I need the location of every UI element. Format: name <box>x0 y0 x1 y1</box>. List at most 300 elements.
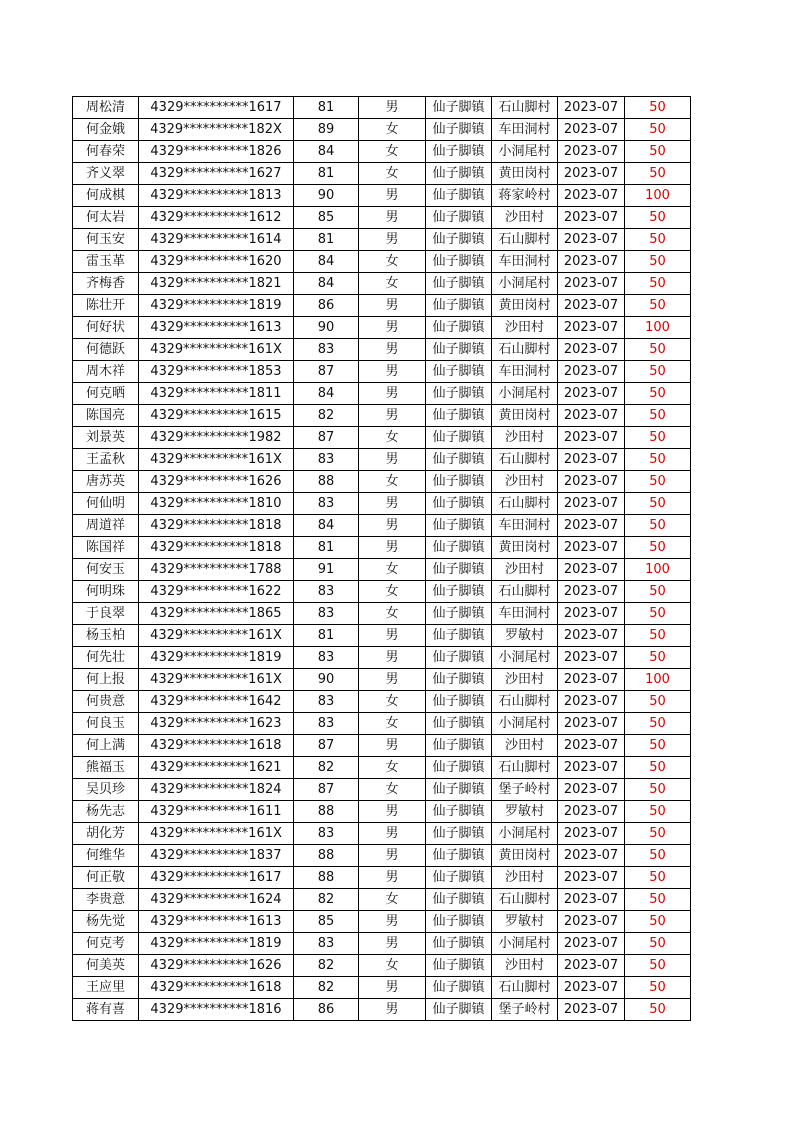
village-cell: 沙田村 <box>492 559 558 581</box>
village-cell: 沙田村 <box>492 471 558 493</box>
age-cell: 81 <box>294 97 359 119</box>
id-number-cell: 4329**********161X <box>139 823 294 845</box>
id-number-cell: 4329**********1617 <box>139 97 294 119</box>
gender-cell: 男 <box>359 185 426 207</box>
table-row <box>73 933 691 955</box>
id-number-cell: 4329**********1982 <box>139 427 294 449</box>
amount-cell: 50 <box>625 405 691 427</box>
id-number-cell: 4329**********1816 <box>139 999 294 1021</box>
village-cell: 小洞尾村 <box>492 383 558 405</box>
id-number-cell: 4329**********1611 <box>139 801 294 823</box>
table-row <box>73 889 691 911</box>
gender-cell: 女 <box>359 955 426 977</box>
amount-cell: 50 <box>625 823 691 845</box>
village-cell: 石山脚村 <box>492 691 558 713</box>
gender-cell: 男 <box>359 295 426 317</box>
age-cell: 83 <box>294 647 359 669</box>
name-cell: 何玉安 <box>73 229 139 251</box>
name-cell: 杨先觉 <box>73 911 139 933</box>
age-cell: 90 <box>294 185 359 207</box>
amount-cell: 50 <box>625 867 691 889</box>
town-cell: 仙子脚镇 <box>426 801 492 823</box>
table-row <box>73 163 691 185</box>
name-cell: 何春荣 <box>73 141 139 163</box>
gender-cell: 女 <box>359 713 426 735</box>
village-cell: 小洞尾村 <box>492 933 558 955</box>
table-row <box>73 185 691 207</box>
id-number-cell: 4329**********1788 <box>139 559 294 581</box>
id-number-cell: 4329**********1627 <box>139 163 294 185</box>
id-number-cell: 4329**********1819 <box>139 295 294 317</box>
name-cell: 陈壮开 <box>73 295 139 317</box>
amount-cell: 50 <box>625 977 691 999</box>
date-cell: 2023-07 <box>558 185 625 207</box>
gender-cell: 男 <box>359 911 426 933</box>
gender-cell: 男 <box>359 405 426 427</box>
amount-cell: 50 <box>625 537 691 559</box>
name-cell: 何金娥 <box>73 119 139 141</box>
amount-cell: 50 <box>625 779 691 801</box>
table-row <box>73 779 691 801</box>
id-number-cell: 4329**********1618 <box>139 735 294 757</box>
amount-cell: 50 <box>625 713 691 735</box>
date-cell: 2023-07 <box>558 999 625 1021</box>
gender-cell: 女 <box>359 889 426 911</box>
id-number-cell: 4329**********1613 <box>139 317 294 339</box>
gender-cell: 男 <box>359 207 426 229</box>
age-cell: 84 <box>294 141 359 163</box>
table-row <box>73 955 691 977</box>
age-cell: 90 <box>294 317 359 339</box>
id-number-cell: 4329**********1617 <box>139 867 294 889</box>
table-row <box>73 735 691 757</box>
gender-cell: 女 <box>359 581 426 603</box>
table-row <box>73 691 691 713</box>
date-cell: 2023-07 <box>558 713 625 735</box>
amount-cell: 100 <box>625 669 691 691</box>
amount-cell: 50 <box>625 625 691 647</box>
town-cell: 仙子脚镇 <box>426 427 492 449</box>
id-number-cell: 4329**********1821 <box>139 273 294 295</box>
gender-cell: 男 <box>359 999 426 1021</box>
name-cell: 何安玉 <box>73 559 139 581</box>
table-row <box>73 383 691 405</box>
age-cell: 90 <box>294 669 359 691</box>
date-cell: 2023-07 <box>558 647 625 669</box>
village-cell: 石山脚村 <box>492 97 558 119</box>
name-cell: 何成棋 <box>73 185 139 207</box>
village-cell: 沙田村 <box>492 955 558 977</box>
amount-cell: 50 <box>625 647 691 669</box>
table-row <box>73 823 691 845</box>
table-row <box>73 405 691 427</box>
date-cell: 2023-07 <box>558 823 625 845</box>
village-cell: 黄田岗村 <box>492 845 558 867</box>
name-cell: 何良玉 <box>73 713 139 735</box>
amount-cell: 50 <box>625 581 691 603</box>
age-cell: 87 <box>294 427 359 449</box>
age-cell: 83 <box>294 581 359 603</box>
village-cell: 蒋家岭村 <box>492 185 558 207</box>
town-cell: 仙子脚镇 <box>426 471 492 493</box>
town-cell: 仙子脚镇 <box>426 339 492 361</box>
amount-cell: 50 <box>625 603 691 625</box>
name-cell: 雷玉革 <box>73 251 139 273</box>
table-row <box>73 911 691 933</box>
date-cell: 2023-07 <box>558 889 625 911</box>
age-cell: 84 <box>294 251 359 273</box>
table-row <box>73 427 691 449</box>
gender-cell: 女 <box>359 757 426 779</box>
gender-cell: 男 <box>359 537 426 559</box>
name-cell: 何太岩 <box>73 207 139 229</box>
date-cell: 2023-07 <box>558 119 625 141</box>
name-cell: 何正敬 <box>73 867 139 889</box>
town-cell: 仙子脚镇 <box>426 691 492 713</box>
date-cell: 2023-07 <box>558 141 625 163</box>
date-cell: 2023-07 <box>558 625 625 647</box>
amount-cell: 50 <box>625 163 691 185</box>
town-cell: 仙子脚镇 <box>426 867 492 889</box>
village-cell: 沙田村 <box>492 669 558 691</box>
town-cell: 仙子脚镇 <box>426 955 492 977</box>
date-cell: 2023-07 <box>558 163 625 185</box>
name-cell: 何德跃 <box>73 339 139 361</box>
age-cell: 88 <box>294 801 359 823</box>
gender-cell: 男 <box>359 867 426 889</box>
id-number-cell: 4329**********1642 <box>139 691 294 713</box>
age-cell: 86 <box>294 295 359 317</box>
date-cell: 2023-07 <box>558 251 625 273</box>
table-row <box>73 361 691 383</box>
town-cell: 仙子脚镇 <box>426 647 492 669</box>
village-cell: 石山脚村 <box>492 977 558 999</box>
gender-cell: 女 <box>359 779 426 801</box>
id-number-cell: 4329**********1626 <box>139 955 294 977</box>
village-cell: 石山脚村 <box>492 757 558 779</box>
date-cell: 2023-07 <box>558 537 625 559</box>
amount-cell: 50 <box>625 845 691 867</box>
date-cell: 2023-07 <box>558 317 625 339</box>
amount-cell: 50 <box>625 515 691 537</box>
name-cell: 杨先志 <box>73 801 139 823</box>
date-cell: 2023-07 <box>558 493 625 515</box>
name-cell: 何美英 <box>73 955 139 977</box>
name-cell: 齐义翠 <box>73 163 139 185</box>
age-cell: 83 <box>294 339 359 361</box>
age-cell: 82 <box>294 955 359 977</box>
name-cell: 周木祥 <box>73 361 139 383</box>
name-cell: 何仙明 <box>73 493 139 515</box>
date-cell: 2023-07 <box>558 339 625 361</box>
gender-cell: 女 <box>359 471 426 493</box>
age-cell: 83 <box>294 603 359 625</box>
table-row <box>73 97 691 119</box>
village-cell: 小洞尾村 <box>492 713 558 735</box>
amount-cell: 50 <box>625 933 691 955</box>
age-cell: 82 <box>294 757 359 779</box>
age-cell: 82 <box>294 977 359 999</box>
village-cell: 车田洞村 <box>492 119 558 141</box>
gender-cell: 男 <box>359 317 426 339</box>
id-number-cell: 4329**********1865 <box>139 603 294 625</box>
date-cell: 2023-07 <box>558 427 625 449</box>
id-number-cell: 4329**********1837 <box>139 845 294 867</box>
name-cell: 陈国祥 <box>73 537 139 559</box>
village-cell: 石山脚村 <box>492 339 558 361</box>
gender-cell: 男 <box>359 229 426 251</box>
id-number-cell: 4329**********1826 <box>139 141 294 163</box>
amount-cell: 50 <box>625 229 691 251</box>
town-cell: 仙子脚镇 <box>426 823 492 845</box>
date-cell: 2023-07 <box>558 295 625 317</box>
gender-cell: 女 <box>359 141 426 163</box>
table-row <box>73 647 691 669</box>
gender-cell: 男 <box>359 625 426 647</box>
age-cell: 83 <box>294 933 359 955</box>
id-number-cell: 4329**********1615 <box>139 405 294 427</box>
id-number-cell: 4329**********1824 <box>139 779 294 801</box>
amount-cell: 50 <box>625 295 691 317</box>
town-cell: 仙子脚镇 <box>426 625 492 647</box>
village-cell: 沙田村 <box>492 735 558 757</box>
age-cell: 83 <box>294 823 359 845</box>
id-number-cell: 4329**********1622 <box>139 581 294 603</box>
subsidy-table <box>72 96 691 1021</box>
table-row <box>73 273 691 295</box>
date-cell: 2023-07 <box>558 97 625 119</box>
gender-cell: 男 <box>359 339 426 361</box>
age-cell: 86 <box>294 999 359 1021</box>
id-number-cell: 4329**********1623 <box>139 713 294 735</box>
name-cell: 齐梅香 <box>73 273 139 295</box>
age-cell: 85 <box>294 207 359 229</box>
table-row <box>73 229 691 251</box>
town-cell: 仙子脚镇 <box>426 889 492 911</box>
gender-cell: 女 <box>359 603 426 625</box>
amount-cell: 50 <box>625 691 691 713</box>
table-row <box>73 141 691 163</box>
table-row <box>73 801 691 823</box>
village-cell: 罗敏村 <box>492 625 558 647</box>
village-cell: 堡子岭村 <box>492 999 558 1021</box>
date-cell: 2023-07 <box>558 559 625 581</box>
town-cell: 仙子脚镇 <box>426 251 492 273</box>
amount-cell: 50 <box>625 449 691 471</box>
name-cell: 王应里 <box>73 977 139 999</box>
town-cell: 仙子脚镇 <box>426 911 492 933</box>
table-row <box>73 471 691 493</box>
village-cell: 石山脚村 <box>492 229 558 251</box>
gender-cell: 女 <box>359 119 426 141</box>
gender-cell: 男 <box>359 97 426 119</box>
age-cell: 89 <box>294 119 359 141</box>
table-row <box>73 119 691 141</box>
gender-cell: 男 <box>359 493 426 515</box>
age-cell: 81 <box>294 163 359 185</box>
amount-cell: 50 <box>625 383 691 405</box>
id-number-cell: 4329**********1624 <box>139 889 294 911</box>
name-cell: 吴贝珍 <box>73 779 139 801</box>
table-row <box>73 977 691 999</box>
age-cell: 85 <box>294 911 359 933</box>
date-cell: 2023-07 <box>558 933 625 955</box>
amount-cell: 50 <box>625 999 691 1021</box>
gender-cell: 男 <box>359 383 426 405</box>
id-number-cell: 4329**********1612 <box>139 207 294 229</box>
amount-cell: 50 <box>625 493 691 515</box>
amount-cell: 50 <box>625 339 691 361</box>
town-cell: 仙子脚镇 <box>426 185 492 207</box>
name-cell: 何上报 <box>73 669 139 691</box>
age-cell: 82 <box>294 889 359 911</box>
table-row <box>73 713 691 735</box>
town-cell: 仙子脚镇 <box>426 999 492 1021</box>
age-cell: 81 <box>294 229 359 251</box>
village-cell: 沙田村 <box>492 317 558 339</box>
amount-cell: 50 <box>625 141 691 163</box>
village-cell: 沙田村 <box>492 867 558 889</box>
id-number-cell: 4329**********161X <box>139 449 294 471</box>
table-row <box>73 339 691 361</box>
name-cell: 何先壮 <box>73 647 139 669</box>
table-row <box>73 317 691 339</box>
village-cell: 黄田岗村 <box>492 405 558 427</box>
age-cell: 91 <box>294 559 359 581</box>
id-number-cell: 4329**********161X <box>139 669 294 691</box>
amount-cell: 50 <box>625 735 691 757</box>
town-cell: 仙子脚镇 <box>426 97 492 119</box>
town-cell: 仙子脚镇 <box>426 581 492 603</box>
name-cell: 唐苏英 <box>73 471 139 493</box>
date-cell: 2023-07 <box>558 867 625 889</box>
gender-cell: 男 <box>359 845 426 867</box>
name-cell: 何克考 <box>73 933 139 955</box>
table-row <box>73 537 691 559</box>
id-number-cell: 4329**********1819 <box>139 647 294 669</box>
age-cell: 83 <box>294 713 359 735</box>
village-cell: 石山脚村 <box>492 889 558 911</box>
id-number-cell: 4329**********1853 <box>139 361 294 383</box>
age-cell: 81 <box>294 625 359 647</box>
town-cell: 仙子脚镇 <box>426 933 492 955</box>
date-cell: 2023-07 <box>558 845 625 867</box>
gender-cell: 男 <box>359 823 426 845</box>
age-cell: 83 <box>294 691 359 713</box>
town-cell: 仙子脚镇 <box>426 515 492 537</box>
date-cell: 2023-07 <box>558 207 625 229</box>
amount-cell: 50 <box>625 207 691 229</box>
table-row <box>73 295 691 317</box>
village-cell: 黄田岗村 <box>492 295 558 317</box>
amount-cell: 50 <box>625 955 691 977</box>
village-cell: 罗敏村 <box>492 801 558 823</box>
village-cell: 黄田岗村 <box>492 537 558 559</box>
town-cell: 仙子脚镇 <box>426 383 492 405</box>
date-cell: 2023-07 <box>558 669 625 691</box>
id-number-cell: 4329**********1620 <box>139 251 294 273</box>
table-row <box>73 251 691 273</box>
id-number-cell: 4329**********1618 <box>139 977 294 999</box>
name-cell: 刘景英 <box>73 427 139 449</box>
date-cell: 2023-07 <box>558 273 625 295</box>
town-cell: 仙子脚镇 <box>426 317 492 339</box>
village-cell: 石山脚村 <box>492 449 558 471</box>
name-cell: 陈国亮 <box>73 405 139 427</box>
date-cell: 2023-07 <box>558 757 625 779</box>
id-number-cell: 4329**********1818 <box>139 537 294 559</box>
amount-cell: 50 <box>625 471 691 493</box>
id-number-cell: 4329**********161X <box>139 339 294 361</box>
id-number-cell: 4329**********182X <box>139 119 294 141</box>
age-cell: 88 <box>294 471 359 493</box>
village-cell: 小洞尾村 <box>492 273 558 295</box>
town-cell: 仙子脚镇 <box>426 361 492 383</box>
date-cell: 2023-07 <box>558 801 625 823</box>
town-cell: 仙子脚镇 <box>426 405 492 427</box>
date-cell: 2023-07 <box>558 229 625 251</box>
name-cell: 杨玉柏 <box>73 625 139 647</box>
name-cell: 蒋有喜 <box>73 999 139 1021</box>
amount-cell: 50 <box>625 119 691 141</box>
date-cell: 2023-07 <box>558 911 625 933</box>
town-cell: 仙子脚镇 <box>426 735 492 757</box>
gender-cell: 男 <box>359 449 426 471</box>
name-cell: 王孟秋 <box>73 449 139 471</box>
date-cell: 2023-07 <box>558 449 625 471</box>
id-number-cell: 4329**********1818 <box>139 515 294 537</box>
date-cell: 2023-07 <box>558 383 625 405</box>
gender-cell: 女 <box>359 163 426 185</box>
amount-cell: 50 <box>625 801 691 823</box>
amount-cell: 50 <box>625 97 691 119</box>
id-number-cell: 4329**********1613 <box>139 911 294 933</box>
table-row <box>73 845 691 867</box>
gender-cell: 女 <box>359 559 426 581</box>
gender-cell: 男 <box>359 801 426 823</box>
town-cell: 仙子脚镇 <box>426 603 492 625</box>
town-cell: 仙子脚镇 <box>426 537 492 559</box>
age-cell: 87 <box>294 735 359 757</box>
id-number-cell: 4329**********1626 <box>139 471 294 493</box>
amount-cell: 50 <box>625 757 691 779</box>
town-cell: 仙子脚镇 <box>426 295 492 317</box>
gender-cell: 男 <box>359 669 426 691</box>
amount-cell: 100 <box>625 185 691 207</box>
town-cell: 仙子脚镇 <box>426 273 492 295</box>
id-number-cell: 4329**********161X <box>139 625 294 647</box>
date-cell: 2023-07 <box>558 735 625 757</box>
table-row <box>73 669 691 691</box>
table-row <box>73 515 691 537</box>
village-cell: 沙田村 <box>492 427 558 449</box>
name-cell: 于良翠 <box>73 603 139 625</box>
village-cell: 石山脚村 <box>492 581 558 603</box>
town-cell: 仙子脚镇 <box>426 669 492 691</box>
age-cell: 88 <box>294 845 359 867</box>
town-cell: 仙子脚镇 <box>426 449 492 471</box>
name-cell: 李贵意 <box>73 889 139 911</box>
name-cell: 周松清 <box>73 97 139 119</box>
table-row <box>73 493 691 515</box>
name-cell: 何好状 <box>73 317 139 339</box>
name-cell: 胡化芳 <box>73 823 139 845</box>
gender-cell: 女 <box>359 251 426 273</box>
gender-cell: 男 <box>359 515 426 537</box>
gender-cell: 男 <box>359 647 426 669</box>
gender-cell: 男 <box>359 933 426 955</box>
gender-cell: 男 <box>359 361 426 383</box>
